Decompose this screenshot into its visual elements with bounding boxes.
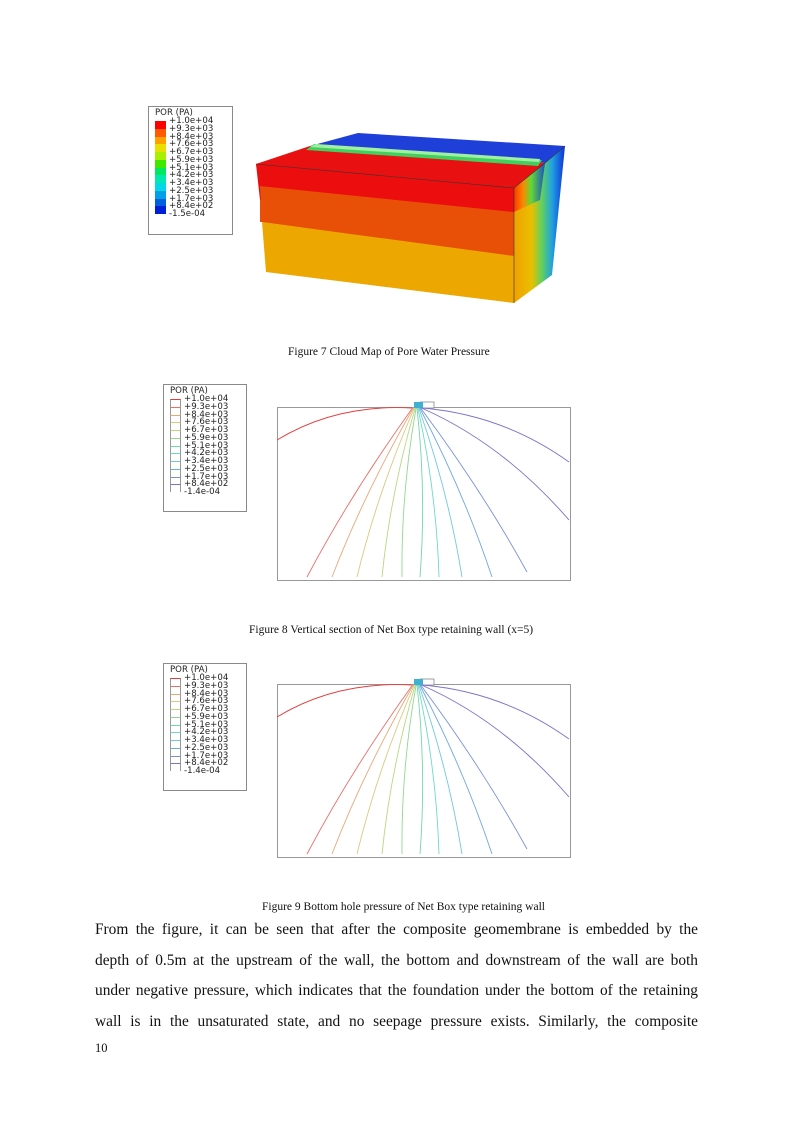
figure8-legend (163, 384, 247, 512)
legend-value: +1.0e+04 (184, 394, 229, 404)
legend-row (170, 766, 256, 779)
figure8-section (277, 402, 572, 580)
legend-swatch (170, 446, 181, 454)
legend-value: +9.3e+03 (169, 123, 214, 134)
section-boundary (278, 408, 571, 581)
legend-swatch (170, 717, 181, 725)
contour-line (307, 408, 413, 577)
legend-swatch (170, 477, 181, 485)
contour-line (417, 408, 423, 577)
legend-swatch (170, 748, 181, 756)
legend-value: +6.7e+03 (184, 704, 229, 714)
figure7-caption: Figure 7 Cloud Map of Pore Water Pressure (288, 346, 490, 358)
contour-line (420, 685, 492, 854)
legend-value: +5.1e+03 (184, 440, 229, 451)
legend-value: +6.7e+03 (184, 425, 229, 435)
contour-line (418, 408, 439, 577)
legend-value: +5.9e+03 (184, 432, 229, 443)
contour-line (357, 408, 414, 577)
legend-swatch (170, 415, 181, 423)
contour-line (332, 408, 413, 577)
legend-swatch (170, 422, 181, 430)
legend-title: POR (PA) (170, 665, 208, 675)
legend-value: +7.6e+03 (184, 417, 229, 428)
legend-value: +7.6e+03 (184, 696, 229, 707)
contour-lines (277, 685, 569, 854)
contour-line (357, 685, 414, 854)
legend-swatch (170, 438, 181, 446)
legend-value: -1.4e-04 (184, 766, 221, 776)
legend-swatch (170, 725, 181, 733)
legend-value: +3.4e+03 (169, 178, 214, 188)
legend-value: +2.5e+03 (169, 185, 214, 196)
legend-swatch (170, 453, 181, 461)
legend-value: +8.4e+03 (184, 688, 229, 699)
legend-value: +1.7e+03 (184, 750, 229, 761)
legend-swatch (170, 756, 181, 764)
paragraph-line: depth of 0.5m at the upstream of the wall, the bottom and downstream of the wall are both (95, 951, 698, 969)
contour-line (418, 685, 439, 854)
legend-value: +2.5e+03 (184, 742, 229, 753)
wall-pressure-patch (414, 402, 423, 408)
contour-line (332, 685, 413, 854)
legend-value: +6.7e+03 (169, 147, 214, 157)
contour-line (382, 685, 415, 854)
contour-line (422, 408, 570, 520)
legend-value: +5.1e+03 (169, 162, 214, 173)
legend-value: +4.2e+03 (184, 727, 229, 738)
legend-swatch (170, 430, 181, 438)
legend-value: -1.4e-04 (184, 487, 221, 497)
legend-swatch (170, 694, 181, 702)
wall-pressure-patch (414, 679, 423, 685)
contour-line (420, 408, 492, 577)
figure9-caption: Figure 9 Bottom hole pressure of Net Box type retaining wall (262, 901, 545, 913)
legend-value: +3.4e+03 (184, 456, 229, 466)
paragraph-line: wall is in the unsaturated state, and no seepage pressure exists. Similarly, the composite (95, 1012, 698, 1030)
legend-value: +9.3e+03 (184, 401, 229, 412)
legend-title: POR (PA) (155, 108, 193, 118)
contour-line (277, 408, 412, 440)
contour-line (422, 685, 569, 739)
legend-swatch (170, 709, 181, 717)
contour-line (419, 408, 462, 577)
paragraph-line: From the figure, it can be seen that after the composite geomembrane is embedded by the (95, 921, 698, 938)
legend-swatch (170, 763, 181, 771)
legend-value: +4.2e+03 (184, 448, 229, 459)
legend-value: +7.6e+03 (169, 139, 214, 150)
legend-value: +5.1e+03 (184, 719, 229, 730)
legend-value: +8.4e+02 (184, 479, 229, 490)
page-number: 10 (95, 1041, 108, 1055)
legend-swatch (170, 701, 181, 709)
legend-value: +8.4e+02 (184, 758, 229, 769)
legend-value: +9.3e+03 (184, 680, 229, 691)
contour-line (422, 408, 569, 462)
legend-value: +1.7e+03 (169, 193, 214, 204)
legend-title: POR (PA) (170, 386, 208, 396)
figure7-3d-model (0, 0, 793, 330)
contour-line (421, 408, 527, 572)
legend-swatch (170, 686, 181, 694)
paragraph-line: under negative pressure, which indicates that the foundation under the bottom of the retaining (95, 982, 698, 999)
legend-swatch (170, 732, 181, 740)
legend-value: +5.9e+03 (169, 154, 214, 165)
legend-value: +1.0e+04 (169, 116, 214, 126)
legend-swatch (170, 740, 181, 748)
legend-swatch (170, 469, 181, 477)
legend-value: +4.2e+03 (169, 170, 214, 181)
legend-value: +1.7e+03 (184, 471, 229, 482)
legend-value: +2.5e+03 (184, 463, 229, 474)
section-boundary (278, 685, 571, 858)
contour-line (277, 685, 412, 717)
contour-lines (277, 408, 569, 577)
legend-value: +8.4e+03 (169, 131, 214, 142)
contour-line (382, 408, 415, 577)
legend-value: +8.4e+03 (184, 409, 229, 420)
legend-value: +1.0e+04 (184, 673, 229, 683)
contour-line (419, 685, 462, 854)
contour-line (422, 685, 570, 797)
figure9-legend (163, 663, 247, 791)
contour-line (307, 685, 413, 854)
body-paragraph (95, 915, 698, 1037)
legend-row (170, 487, 256, 500)
figure8-caption: Figure 8 Vertical section of Net Box type retaining wall (x=5) (249, 624, 534, 636)
legend-swatch (170, 484, 181, 492)
contour-line (421, 685, 527, 849)
legend-swatch (170, 399, 181, 407)
legend-value: -1.5e-04 (169, 209, 206, 219)
contour-line (417, 685, 423, 854)
legend-value: +3.4e+03 (184, 735, 229, 745)
legend-swatch (170, 461, 181, 469)
legend-swatch (170, 678, 181, 686)
figure9-section (277, 679, 572, 857)
legend-value: +8.4e+02 (169, 201, 214, 212)
legend-swatch (170, 407, 181, 415)
legend-value: +5.9e+03 (184, 711, 229, 722)
